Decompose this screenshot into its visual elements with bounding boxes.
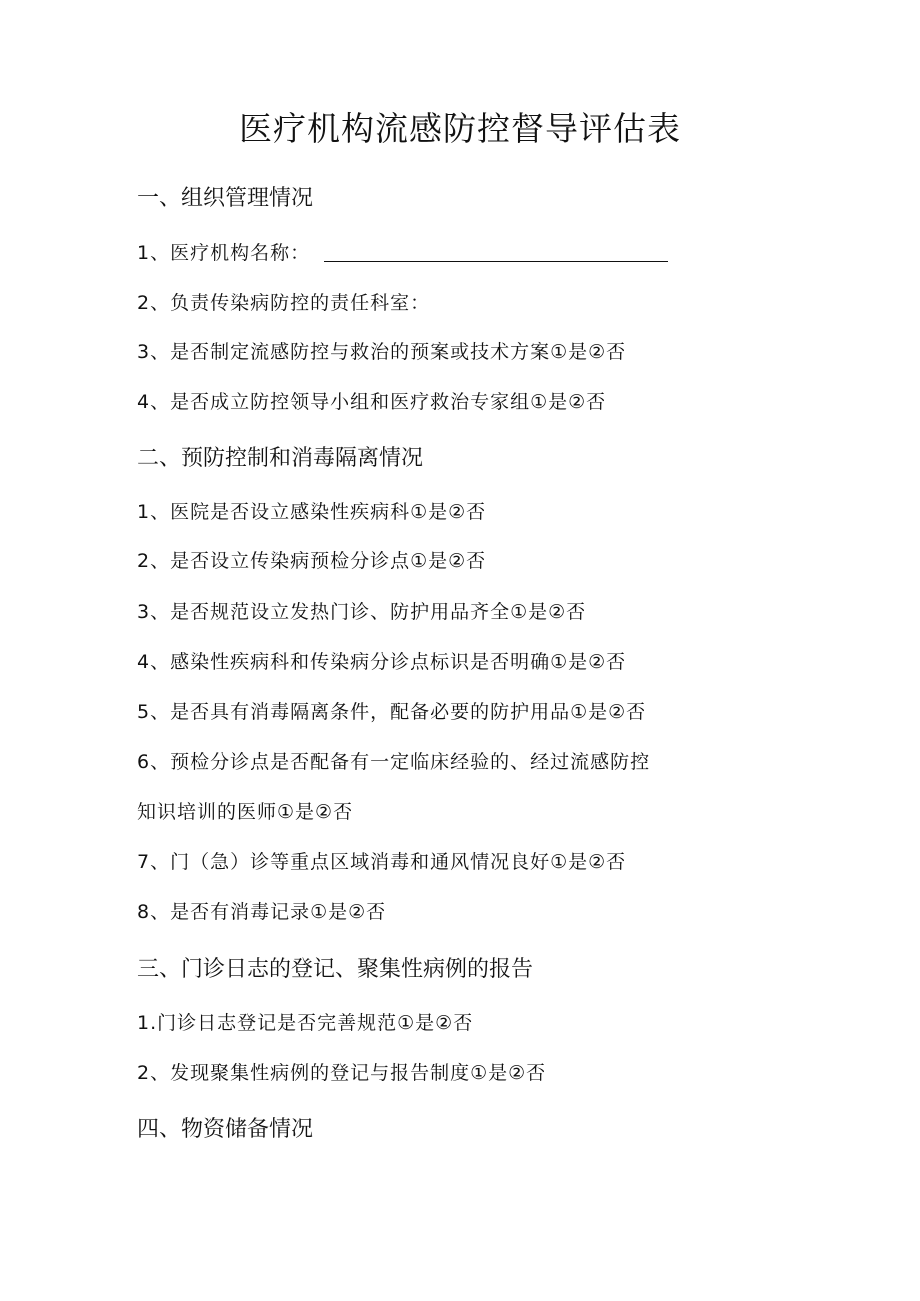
list-item: 1.门诊日志登记是否完善规范①是②否	[137, 1012, 474, 1034]
list-item: 4、是否成立防控领导小组和医疗救治专家组①是②否	[137, 391, 607, 413]
list-item: 7、门（急）诊等重点区域消毒和通风情况良好①是②否	[137, 851, 627, 873]
list-item: 6、预检分诊点是否配备有一定临床经验的、经过流感防控	[137, 751, 651, 773]
section-heading-clinic-log: 三、门诊日志的登记、聚集性病例的报告	[137, 957, 534, 982]
list-item: 4、感染性疾病科和传染病分诊点标识是否明确①是②否	[137, 651, 627, 673]
section-heading-prevention: 二、预防控制和消毒隔离情况	[137, 446, 424, 471]
institution-name-blank[interactable]	[324, 241, 668, 262]
list-item: 3、是否制定流感防控与救治的预案或技术方案①是②否	[137, 341, 627, 363]
list-item: 2、发现聚集性病例的登记与报告制度①是②否	[137, 1062, 547, 1084]
list-item: 5、是否具有消毒隔离条件，配备必要的防护用品①是②否	[137, 701, 647, 723]
list-item: 8、是否有消毒记录①是②否	[137, 901, 387, 923]
section-heading-organization: 一、组织管理情况	[137, 186, 314, 211]
item-text: 1、医疗机构名称：	[137, 242, 311, 264]
page-title: 医疗机构流感防控督导评估表	[239, 109, 681, 148]
list-item: 2、是否设立传染病预检分诊点①是②否	[137, 550, 487, 572]
list-item	[137, 238, 668, 268]
list-item: 3、是否规范设立发热门诊、防护用品齐全①是②否	[137, 601, 587, 623]
section-heading-supplies: 四、物资储备情况	[137, 1117, 314, 1142]
list-item: 2、负责传染病防控的责任科室：	[137, 292, 431, 314]
list-item: 知识培训的医师①是②否	[137, 801, 354, 823]
list-item: 1、医院是否设立感染性疾病科①是②否	[137, 501, 487, 523]
